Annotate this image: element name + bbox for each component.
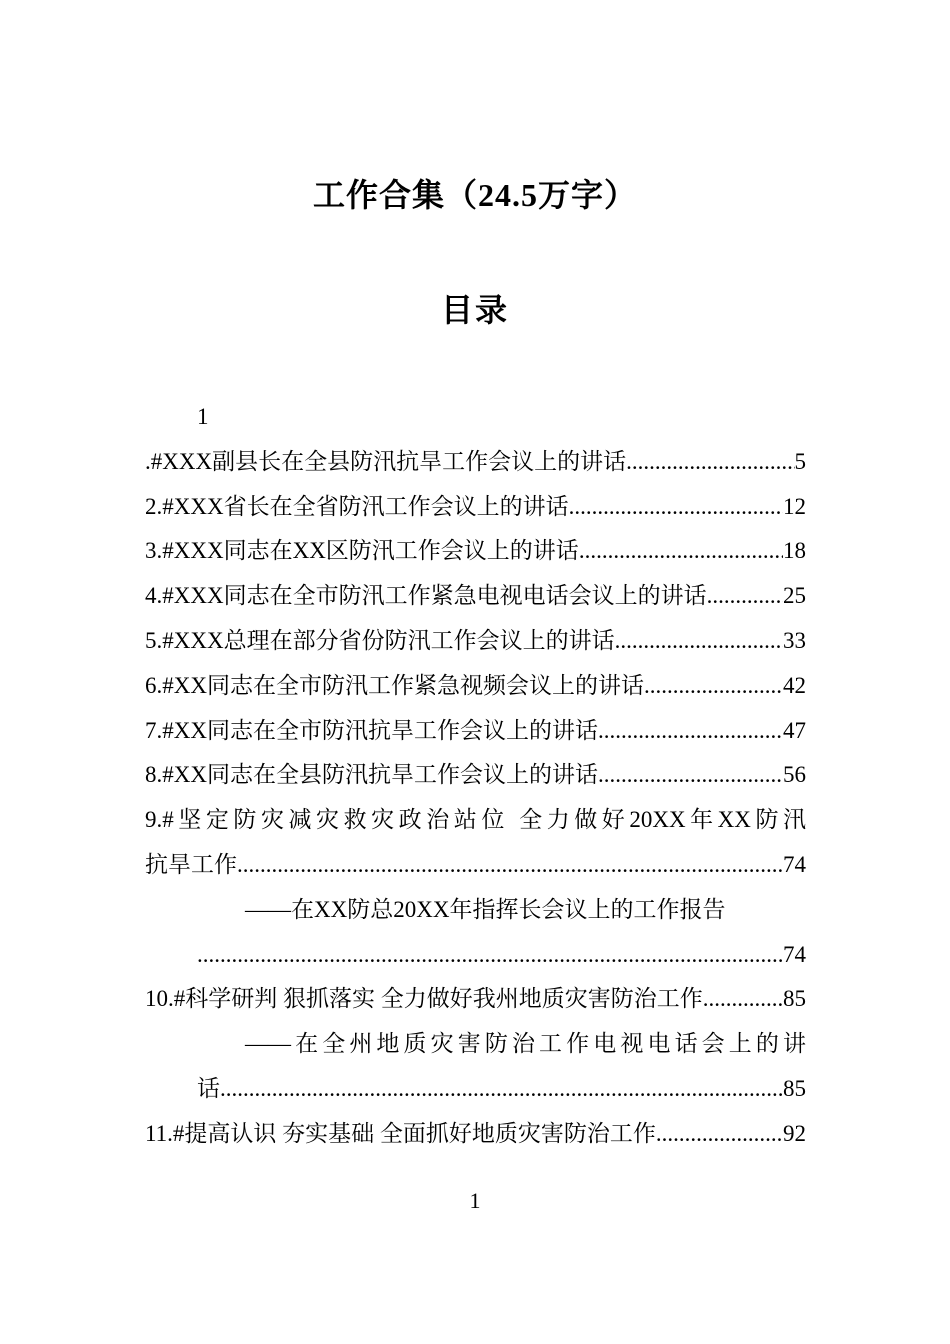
toc-entry-9-line1[interactable]: 9.#坚定防灾减灾救灾政治站位 全力做好20XX年XX防汛 (145, 807, 806, 833)
toc-entry-page: 74 (783, 851, 806, 877)
toc-entry-title: .#XXX副县长在全县防汛抗旱工作会议上的讲话 (145, 448, 627, 474)
toc-entry-page: 85 (783, 1075, 806, 1101)
toc-entry-7[interactable] (145, 709, 806, 754)
toc-leader-dots (598, 753, 783, 798)
toc-entry-1[interactable] (145, 440, 806, 485)
toc-entry-10-sub[interactable] (145, 1067, 806, 1112)
page-number: 1 (469, 1188, 481, 1213)
toc-entry-9-subtitle[interactable]: ——在XX防总20XX年指挥长会议上的工作报告 (245, 896, 726, 922)
toc-entry-page: 33 (783, 627, 806, 653)
toc-entry-page: 47 (783, 717, 806, 743)
toc-leader-dots (598, 709, 783, 754)
toc-entry-title: 5.#XXX总理在部分省份防汛工作会议上的讲话 (145, 627, 615, 653)
toc-entry-1-number: 1 (197, 404, 209, 429)
toc-leader-dots (197, 933, 783, 978)
toc-entry-page: 92 (783, 1120, 806, 1146)
toc-entry-5[interactable] (145, 619, 806, 664)
toc-entry-title: 11.#提高认识 夯实基础 全面抓好地质灾害防治工作 (145, 1120, 656, 1146)
toc-entry-9-sub[interactable] (145, 933, 806, 978)
toc-entry-title: 10.#科学研判 狠抓落实 全力做好我州地质灾害防治工作 (145, 986, 703, 1012)
toc-entry-8[interactable] (145, 753, 806, 798)
toc-leader-dots (703, 977, 783, 1022)
toc-leader-dots (712, 574, 783, 619)
toc-entry-page: 18 (783, 538, 806, 564)
toc-leader-dots (237, 843, 783, 888)
toc-leader-dots (615, 619, 783, 664)
toc-entry-title: 6.#XX同志在全市防汛工作紧急视频会议上的讲话 (145, 672, 644, 698)
toc-entry-9[interactable] (145, 843, 806, 888)
toc-entry-title: 2.#XXX省长在全省防汛工作会议上的讲话 (145, 493, 569, 519)
toc-entry-4[interactable] (145, 574, 806, 619)
toc-entry-page: 42 (783, 672, 806, 698)
table-of-contents (145, 395, 806, 1157)
toc-leader-dots (220, 1067, 783, 1112)
toc-entry-3[interactable] (145, 529, 806, 574)
toc-entry-title: 话 (197, 1075, 220, 1101)
document-title: 工作合集（24.5万字） (312, 177, 637, 213)
toc-leader-dots (644, 664, 783, 709)
toc-entry-page: 5 (794, 448, 806, 474)
toc-entry-page: 12 (783, 493, 806, 519)
toc-entry-11[interactable] (145, 1112, 806, 1157)
toc-entry-page: 74 (783, 941, 806, 967)
toc-entry-page: 85 (783, 986, 806, 1012)
toc-entry-title: 3.#XXX同志在XX区防汛工作会议上的讲话 (145, 538, 579, 564)
toc-entry-10-subtitle[interactable]: ——在全州地质灾害防治工作电视电话会上的讲 (245, 1031, 806, 1057)
toc-entry-page: 56 (783, 762, 806, 788)
toc-entry-title: 7.#XX同志在全市防汛抗旱工作会议上的讲话 (145, 717, 598, 743)
toc-entry-page: 25 (783, 583, 806, 609)
toc-entry-title: 8.#XX同志在全县防汛抗旱工作会议上的讲话 (145, 762, 598, 788)
toc-leader-dots (656, 1112, 783, 1157)
toc-entry-6[interactable] (145, 664, 806, 709)
toc-entry-2[interactable] (145, 485, 806, 530)
toc-leader-dots (569, 485, 783, 530)
toc-entry-title: 抗旱工作 (145, 851, 237, 877)
toc-leader-dots (579, 529, 783, 574)
toc-entry-10[interactable] (145, 977, 806, 1022)
toc-leader-dots (626, 440, 794, 485)
toc-entry-title: 4.#XXX同志在全市防汛工作紧急电视电话会议上的讲话. (145, 583, 713, 609)
toc-heading: 目录 (440, 292, 509, 328)
